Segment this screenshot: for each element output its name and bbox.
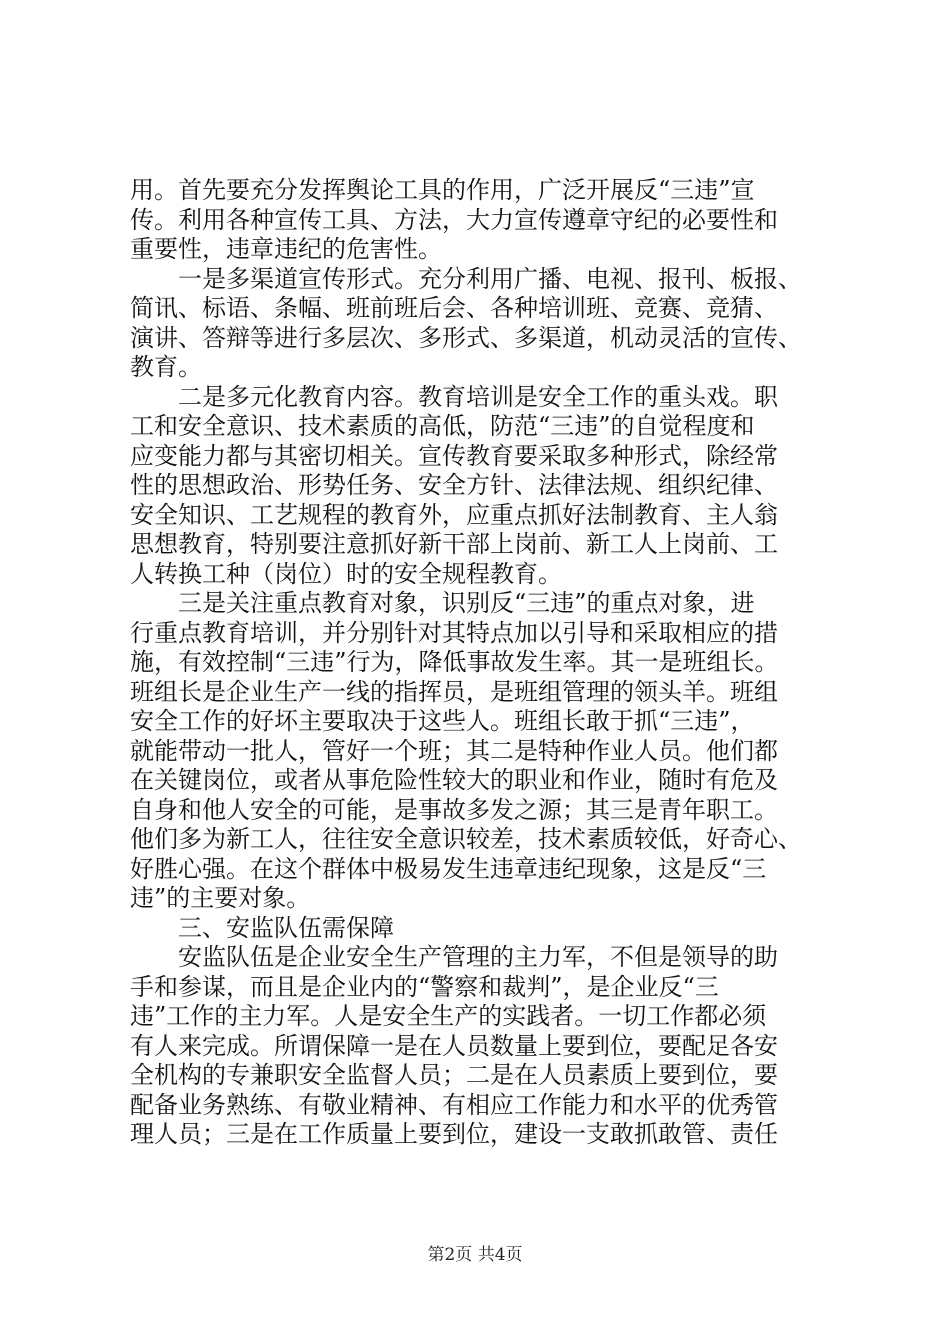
text-line: 应变能力都与其密切相关。宣传教育要采取多种形式，除经常 (130, 441, 778, 470)
text-line: 违”工作的主力军。人是安全生产的实践者。一切工作都必须 (130, 1002, 767, 1030)
text-line: 安监队伍是企业安全生产管理的主力军，不但是领导的助 (130, 943, 778, 971)
page-footer: 第2页 共4页 (427, 1245, 523, 1265)
text-line: 他们多为新工人，往往安全意识较差，技术素质较低，好奇心、 (130, 825, 802, 853)
text-line: 工和安全意识、技术素质的高低，防范“三违”的自觉程度和 (130, 412, 755, 440)
text-line: 安全知识、工艺规程的教育外，应重点抓好法制教育、主人翁 (130, 500, 778, 529)
text-line: 好胜心强。在这个群体中极易发生违章违纪现象，这是反“三 (130, 854, 767, 883)
text-line: 有人来完成。所谓保障一是在人员数量上要到位，要配足各安 (130, 1031, 778, 1060)
text-line: 班组长是企业生产一线的指挥员，是班组管理的领头羊。班组 (130, 677, 778, 706)
text-line: 教育。 (130, 353, 202, 381)
text-line: 违”的主要对象。 (130, 884, 311, 912)
text-line: 性的思想政治、形势任务、安全方针、法律法规、组织纪律、 (130, 471, 778, 499)
text-line: 用。首先要充分发挥舆论工具的作用，广泛开展反“三违”宣 (130, 176, 755, 204)
text-line: 简讯、标语、条幅、班前班后会、各种培训班、竞赛、竞猜、 (130, 294, 778, 322)
text-line: 三、安监队伍需保障 (130, 913, 394, 942)
text-line: 演讲、答辩等进行多层次、多形式、多渠道，机动灵活的宣传、 (130, 323, 802, 352)
text-line: 施，有效控制“三违”行为，降低事故发生率。其一是班组长。 (130, 648, 779, 676)
text-line: 就能带动一批人，管好一个班；其二是特种作业人员。他们都 (130, 736, 778, 765)
text-line: 重要性，违章违纪的危害性。 (130, 235, 442, 263)
text-line: 人转换工种（岗位）时的安全规程教育。 (130, 559, 562, 588)
text-line: 理人员；三是在工作质量上要到位，建设一支敢抓敢管、责任 (130, 1120, 778, 1148)
text-line: 行重点教育培训，并分别针对其特点加以引导和采取相应的措 (130, 618, 778, 647)
body-text (130, 176, 850, 1150)
text-line: 手和参谋，而且是企业内的“警察和裁判”，是企业反“三 (130, 972, 719, 1001)
text-line: 传。利用各种宣传工具、方法，大力宣传遵章守纪的必要性和 (130, 205, 778, 234)
text-line: 二是多元化教育内容。教育培训是安全工作的重头戏。职 (130, 382, 778, 411)
text-line: 一是多渠道宣传形式。充分利用广播、电视、报刊、板报、 (130, 264, 802, 293)
text-line: 全机构的专兼职安全监督人员；二是在人员素质上要到位，要 (130, 1061, 778, 1089)
text-line: 自身和他人安全的可能，是事故多发之源；其三是青年职工。 (130, 795, 778, 824)
text-line: 安全工作的好坏主要取决于这些人。班组长敢于抓“三违”， (130, 707, 755, 735)
text-line: 三是关注重点教育对象，识别反“三违”的重点对象，进 (130, 589, 755, 617)
text-line: 在关键岗位，或者从事危险性较大的职业和作业，随时有危及 (130, 766, 778, 794)
text-line: 思想教育，特别要注意抓好新干部上岗前、新工人上岗前、工 (130, 530, 778, 558)
text-line: 配备业务熟练、有敬业精神、有相应工作能力和水平的优秀管 (130, 1090, 778, 1119)
